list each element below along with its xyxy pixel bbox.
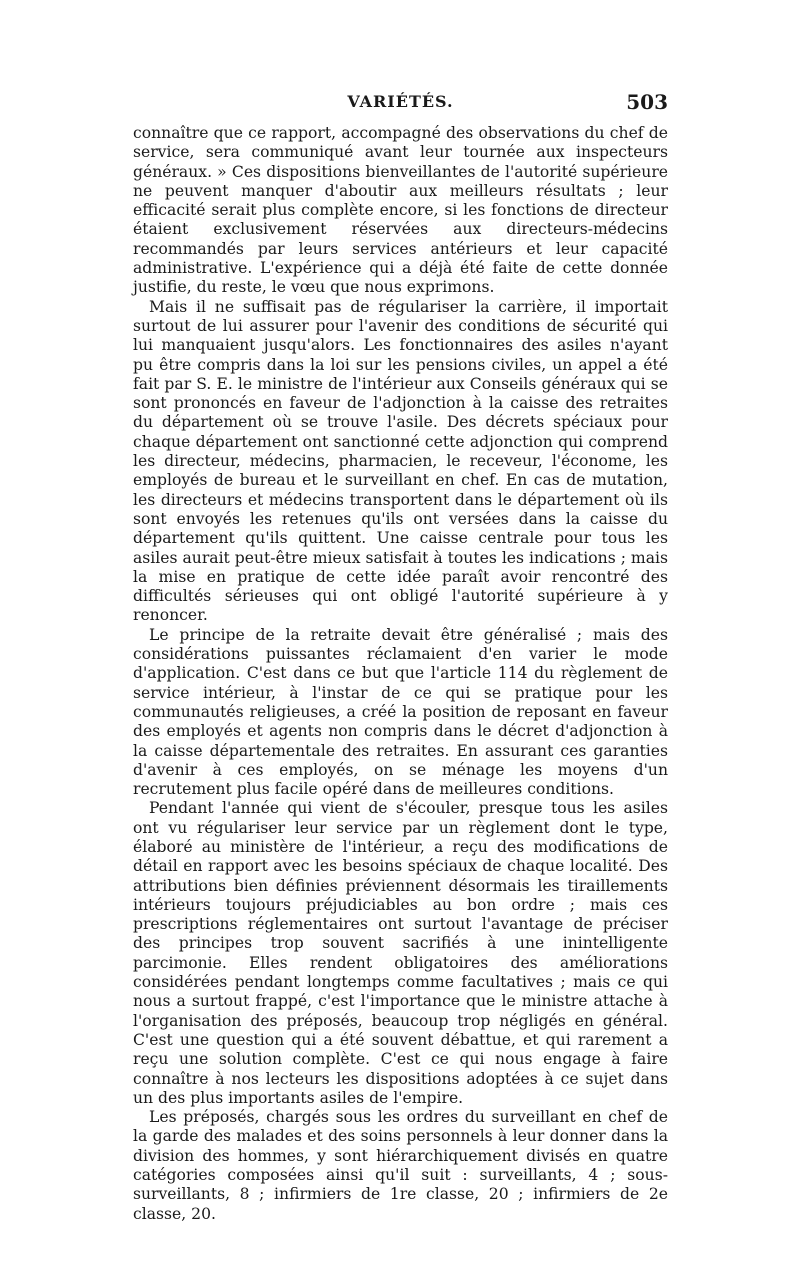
body-text (133, 124, 668, 1224)
paragraph: Les préposés, chargés sous les ordres du surveillant en chef de la garde des malades et des soins personnels à leur donner dans la division des hommes, y sont hiérarchiquement divisés en quatre catégories composées ainsi qu'il suit : surveillants, 4 ; sous-surveillants, 8 ; infirmiers de 1re classe, 20 ; infirmiers de 2e classe, 20. (133, 1108, 668, 1223)
running-head: VARIÉTÉS. (347, 92, 454, 111)
paragraph: Le principe de la retraite devait être généralisé ; mais des considérations puissantes réclamaient d'en varier le mode d'application. C'est dans ce but que l'article 114 du règlement de service intérieur, à l'instar de ce qui se pratique pour les communautés religieuses, a créé la position de reposant en faveur des employés et agents non compris dans le décret d'adjonction à la caisse départementale des retraites. En assurant ces garanties d'avenir à ces employés, on se ménage les moyens d'un recrutement plus facile opéré dans de meilleures conditions. (133, 625, 668, 799)
page-number: 503 (626, 90, 668, 114)
paragraph: connaître que ce rapport, accompagné des observations du chef de service, sera communiqué avant leur tournée aux inspecteurs généraux. » Ces dispositions bienveillantes de l'autorité supérieure ne peuvent manquer d'aboutir aux meilleurs résultats ; leur efficacité serait plus complète encore, si les fonctions de directeur étaient exclusivement réservées aux directeurs-médecins recommandés par leurs services antérieurs et leur capacité administrative. L'expérience qui a déjà été faite de cette donnée justifie, du reste, le vœu que nous exprimons. (133, 124, 668, 297)
page-header (133, 92, 668, 118)
paragraph: Pendant l'année qui vient de s'écouler, presque tous les asiles ont vu régulariser leur service par un règlement dont le type, élaboré au ministère de l'intérieur, a reçu des modifications de détail en rapport avec les besoins spéciaux de chaque localité. Des attributions bien définies préviennent désormais les tiraillements intérieurs toujours préjudiciables au bon ordre ; mais ces prescriptions réglementaires ont surtout l'avantage de préciser des principes trop souvent sacrifiés à une inintelligente parcimonie. Elles rendent obligatoires des améliorations considérées pendant longtemps comme facultatives ; mais ce qui nous a surtout frappé, c'est l'importance que le ministre attache à l'organisation des préposés, beaucoup trop négligés en général. C'est une question qui a été souvent débattue, et qui rarement a reçu une solution complète. C'est ce qui nous engage à faire connaître à nos lecteurs les dispositions adoptées à ce sujet dans un des plus importants asiles de l'empire. (133, 799, 668, 1107)
paragraph: Mais il ne suffisait pas de régulariser la carrière, il importait surtout de lui assurer pour l'avenir des conditions de sécurité qui lui manquaient jusqu'alors. Les fonctionnaires des asiles n'ayant pu être compris dans la loi sur les pensions civiles, un appel a été fait par S. E. le ministre de l'intérieur aux Conseils généraux qui se sont prononcés en faveur de l'adjonction à la caisse des retraites du département où se trouve l'asile. Des décrets spéciaux pour chaque département ont sanctionné cette adjonction qui comprend les directeur, médecins, pharmacien, le receveur, l'économe, les employés de bureau et le surveillant en chef. En cas de mutation, les directeurs et médecins transportent dans le département où ils sont envoyés les retenues qu'ils ont versées dans la caisse du département qu'ils quittent. Une caisse centrale pour tous les asiles aurait peut-être mieux satisfait à toutes les indications ; mais la mise en pratique de cette idée paraît avoir rencontré des difficultés sérieuses qui ont obligé l'autorité supérieure à y renoncer. (133, 297, 668, 625)
